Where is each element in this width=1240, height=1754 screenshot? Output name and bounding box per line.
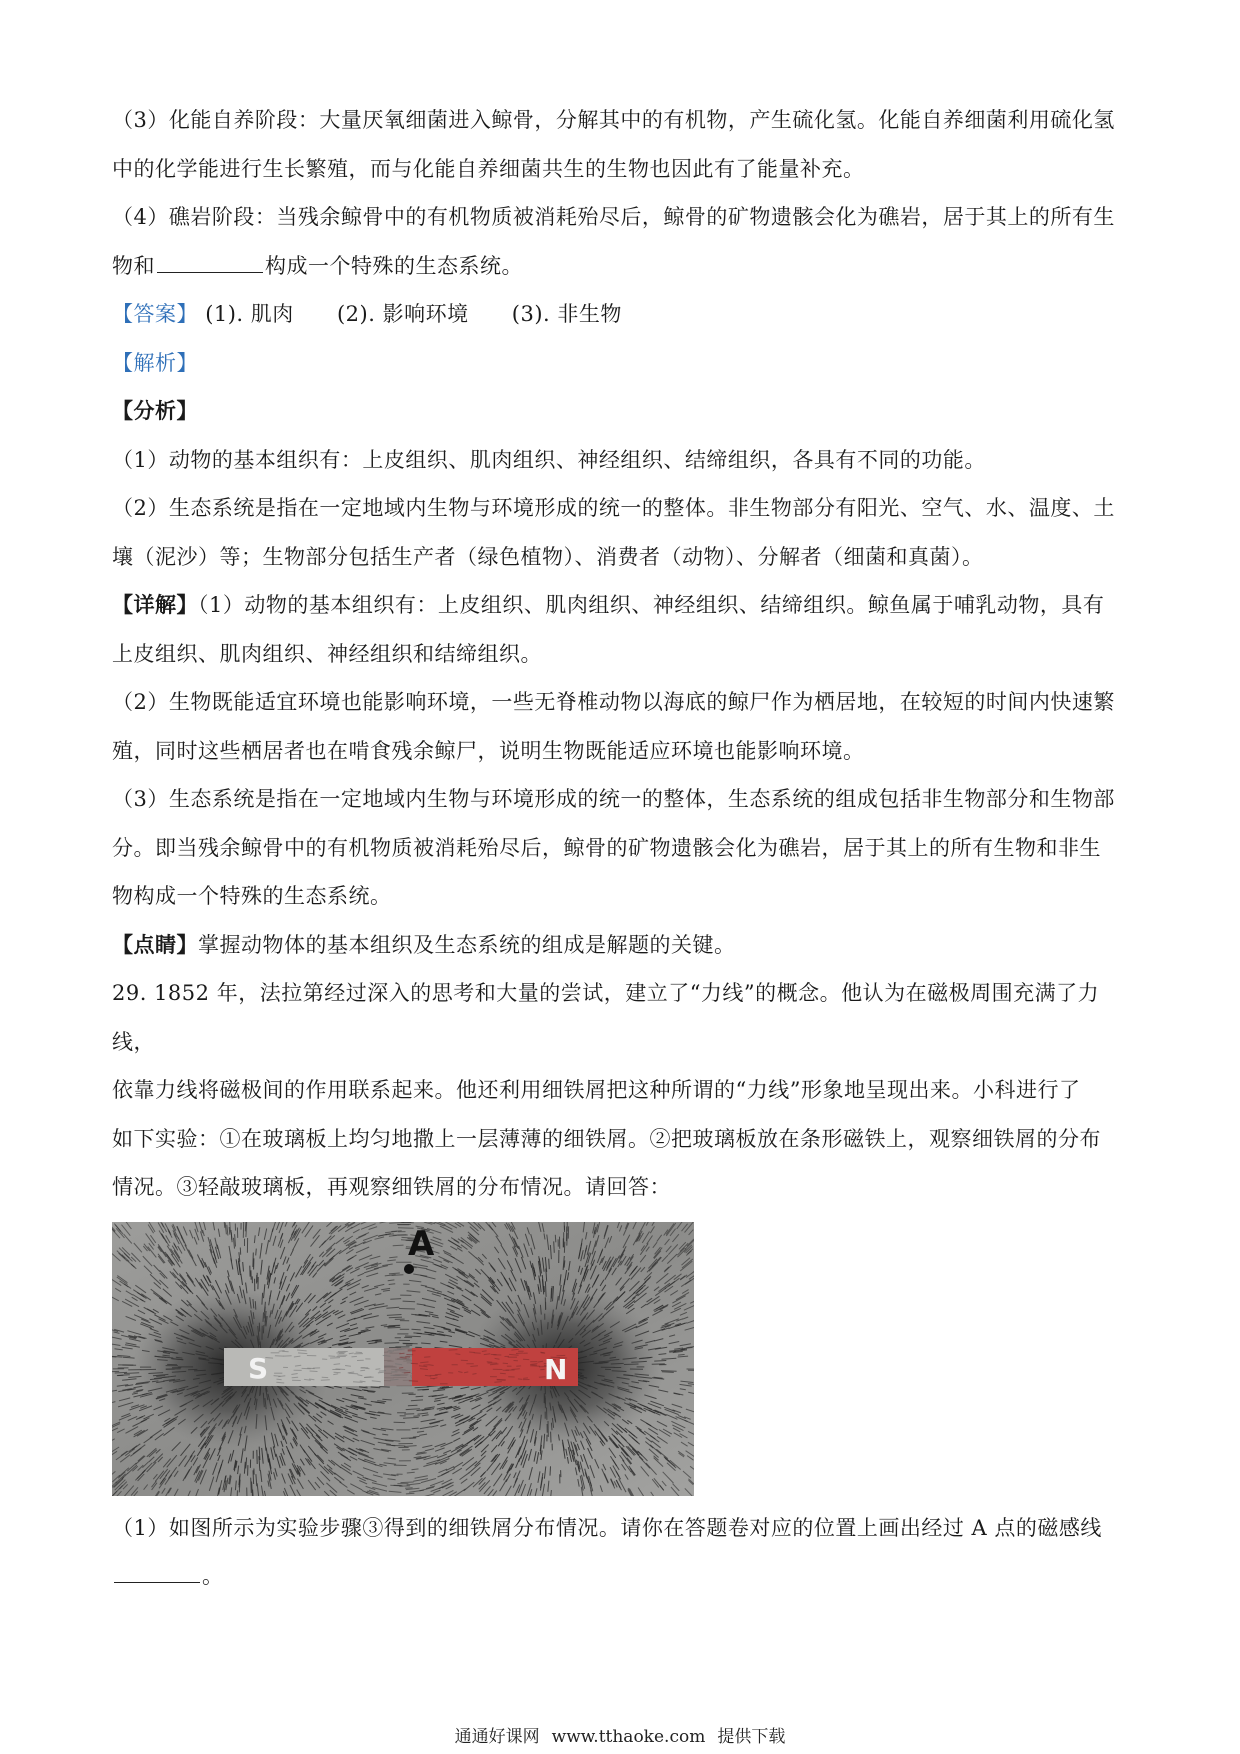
magnet-filing	[349, 1353, 354, 1354]
fenxi-2b: 壤（泥沙）等；生物部分包括生产者（绿色植物）、消费者（动物）、分解者（细菌和真菌）。	[112, 544, 984, 569]
iron-filing	[253, 1470, 254, 1484]
question-29-line-1: 29. 1852 年，法拉第经过深入的思考和大量的尝试，建立了“力线”的概念。他认为在磁极周围充满了力线，	[112, 981, 1100, 1054]
magnet-filing	[494, 1381, 501, 1382]
paragraph-stage-3-cont: 中的化学能进行生长繁殖，而与化能自养细菌共生的生物也因此有了能量补充。	[112, 156, 865, 181]
magnet-filing	[353, 1381, 363, 1382]
magnet-filing	[360, 1370, 365, 1371]
iron-filing	[554, 1241, 555, 1252]
dianjing-line	[112, 921, 1130, 970]
xiangjie-1a	[112, 581, 1130, 630]
magnet-filing	[482, 1350, 487, 1351]
magnet-filing	[516, 1353, 523, 1354]
iron-filing	[407, 1472, 415, 1473]
answer-line	[112, 290, 1130, 339]
fenxi-2a: （2）生态系统是指在一定地域内生物与环境形成的统一的整体。非生物部分有阳光、空气、水、温度、土	[112, 496, 1115, 520]
magnet-filing	[404, 1372, 411, 1373]
xiangjie-2a: （2）生物既能适宜环境也能影响环境，一些无脊椎动物以海底的鲸尸作为栖居地，在较短的时间内快速繁	[112, 690, 1115, 714]
iron-filing	[412, 1329, 421, 1330]
magnet-filing	[387, 1351, 392, 1352]
iron-filing	[412, 1428, 419, 1429]
iron-filing	[413, 1415, 420, 1416]
xiangjie-2b: 殖，同时这些栖居者也在啃食残余鲸尸，说明生物既能适应环境也能影响环境。	[112, 738, 865, 763]
answer-blank-q29-1[interactable]	[114, 1562, 200, 1583]
iron-filing	[259, 1446, 260, 1459]
magnet-filing	[352, 1356, 357, 1357]
magnet-filing	[298, 1352, 307, 1353]
iron-filing	[389, 1317, 402, 1318]
xiangjie-3a: （3）生态系统是指在一定地域内生物与环境形成的统一的整体，生态系统的组成包括非生物部分和生物部	[112, 787, 1115, 811]
magnet-filing	[469, 1352, 475, 1353]
iron-filing	[401, 1482, 414, 1483]
iron-filing	[381, 1324, 387, 1325]
footer-suffix: 提供下载	[717, 1727, 786, 1747]
footer-site-name: 通通好课网	[454, 1727, 540, 1747]
iron-filing	[375, 1341, 383, 1342]
iron-filing	[401, 1222, 414, 1223]
iron-filing	[403, 1301, 416, 1302]
stage-4-text-after: 构成一个特殊的生态系统。	[265, 253, 523, 278]
magnet-filing	[379, 1370, 386, 1371]
iron-filing	[388, 1327, 401, 1328]
iron-filing	[549, 1258, 550, 1268]
answer-item-2: (2). 影响环境	[336, 302, 469, 326]
magnet-filing	[399, 1367, 403, 1368]
iron-filing	[416, 1396, 424, 1397]
paragraph-stage-4: （4）礁岩阶段：当残余鲸骨中的有机物质被消耗殆尽后，鲸骨的矿物遗骸会化为礁岩，居于其上的所有生	[112, 205, 1115, 229]
iron-filing	[393, 1245, 404, 1246]
question-29-sub-1b	[112, 1552, 1130, 1601]
dianjing-text: 掌握动物体的基本组织及生态系统的组成是解题的关键。	[198, 932, 736, 957]
paragraph-stage-3: （3）化能自养阶段：大量厌氧细菌进入鲸骨，分解其中的有机物，产生硫化氢。化能自养细菌利用硫化氢	[112, 108, 1115, 132]
magnet-filing	[472, 1373, 476, 1374]
iron-filing	[115, 1372, 127, 1373]
answer-tag: 【答案】	[112, 302, 198, 326]
iron-filing	[413, 1332, 421, 1333]
magnet-iron-filings-figure	[112, 1222, 694, 1496]
question-29-line-4: 情况。③轻敲玻璃板，再观察细铁屑的分布情况。请回答：	[112, 1175, 671, 1199]
xiangjie-tag: 【详解】	[112, 592, 198, 617]
iron-filing	[391, 1230, 401, 1231]
magnet-filing	[364, 1376, 371, 1377]
fenxi-1: （1）动物的基本组织有：上皮组织、肌肉组织、神经组织、结缔组织，各具有不同的功能。	[112, 447, 986, 472]
answer-item-3: (3). 非生物	[511, 302, 622, 326]
answer-item-1: (1). 肌肉	[205, 302, 294, 326]
magnet-filing	[449, 1349, 458, 1350]
question-29-line-2: 依靠力线将磁极间的作用联系起来。他还利用细铁屑把这种所谓的“力线”形象地呈现出来。小科进行了	[112, 1078, 1081, 1102]
iron-filing	[390, 1298, 401, 1299]
iron-filing	[393, 1234, 407, 1235]
magnet-figure-svg	[112, 1222, 694, 1496]
iron-filing	[405, 1336, 421, 1337]
magnet-filing	[487, 1361, 493, 1362]
iron-filing	[678, 1354, 685, 1355]
magnet-filing	[503, 1363, 508, 1364]
stage-4-text-before: 物和	[112, 253, 155, 278]
iron-filing	[401, 1437, 416, 1438]
iron-filing	[382, 1399, 391, 1400]
magnet-filing	[435, 1374, 442, 1375]
iron-filing	[391, 1474, 399, 1475]
iron-filing	[256, 1248, 257, 1255]
answer-blank-3[interactable]	[157, 252, 263, 273]
north-pole-label: N	[544, 1352, 568, 1386]
iron-filing	[413, 1436, 420, 1437]
magnet-filing	[334, 1372, 341, 1373]
iron-filing	[389, 1325, 401, 1326]
paragraph-stage-4-cont	[112, 242, 1130, 291]
page-footer	[0, 1722, 1240, 1747]
iron-filing	[399, 1308, 415, 1309]
iron-filing	[251, 1477, 252, 1492]
iron-filing	[440, 1386, 446, 1387]
magnet-filing	[356, 1352, 362, 1353]
xiangjie-1b: 上皮组织、肌肉组织、神经组织和结缔组织。	[112, 641, 542, 666]
magnet-filing	[523, 1377, 528, 1378]
iron-filing	[253, 1489, 254, 1495]
magnet-filing	[424, 1356, 430, 1357]
magnet-filing	[309, 1379, 314, 1380]
xiangjie-3b: 分。即当残余鲸骨中的有机物质被消耗殆尽后，鲸骨的矿物遗骸会化为礁岩，居于其上的所有生物和非生	[112, 835, 1101, 860]
iron-filing	[555, 1234, 556, 1242]
iron-filing	[387, 1326, 395, 1327]
xiangjie-3c: 物构成一个特殊的生态系统。	[112, 884, 392, 908]
magnet-filing	[395, 1349, 405, 1350]
iron-filing	[564, 1260, 565, 1267]
magnet-filing	[334, 1363, 341, 1364]
xiangjie-1a-text: （1）动物的基本组织有：上皮组织、肌肉组织、神经组织、结缔组织。鲸鱼属于哺乳动物，具有	[198, 593, 1105, 617]
magnet-filing	[330, 1357, 340, 1358]
magnet-filing	[321, 1379, 330, 1380]
iron-filing	[389, 1283, 396, 1284]
magnet-filing	[376, 1368, 381, 1369]
magnet-filing	[276, 1382, 284, 1383]
analysis-tag: 【解析】	[112, 350, 198, 375]
magnet-middle	[384, 1348, 412, 1386]
magnet-filing	[277, 1379, 282, 1380]
magnet-filing	[456, 1353, 461, 1354]
south-pole-label: S	[248, 1351, 269, 1385]
magnet-filing	[310, 1371, 318, 1372]
iron-filing	[379, 1386, 390, 1387]
iron-filing	[421, 1343, 431, 1344]
magnet-filing	[518, 1378, 523, 1379]
sub-1b-end: 。	[202, 1564, 224, 1588]
iron-filing	[564, 1222, 565, 1230]
point-a-marker	[404, 1264, 414, 1274]
magnet-filing	[329, 1355, 336, 1356]
fenxi-tag: 【分析】	[112, 398, 198, 423]
question-29-sub-1a: （1）如图所示为实验步骤③得到的细铁屑分布情况。请你在答题卷对应的位置上画出经过 A 点的磁感线	[112, 1515, 1102, 1540]
footer-url: www.tthaoke.com	[551, 1727, 706, 1747]
dianjing-tag: 【点睛】	[112, 931, 198, 957]
iron-filing	[384, 1342, 399, 1343]
iron-filing	[408, 1405, 418, 1406]
question-29-line-3: 如下实验：①在玻璃板上均匀地撒上一层薄薄的细铁屑。②把玻璃板放在条形磁铁上，观察细铁屑的分布	[112, 1126, 1101, 1151]
magnet-filing	[349, 1373, 358, 1374]
iron-filing	[422, 1389, 428, 1390]
document-content	[112, 96, 1130, 1601]
point-a-label: A	[408, 1223, 435, 1264]
iron-filing	[406, 1493, 415, 1494]
iron-filing	[550, 1466, 551, 1475]
